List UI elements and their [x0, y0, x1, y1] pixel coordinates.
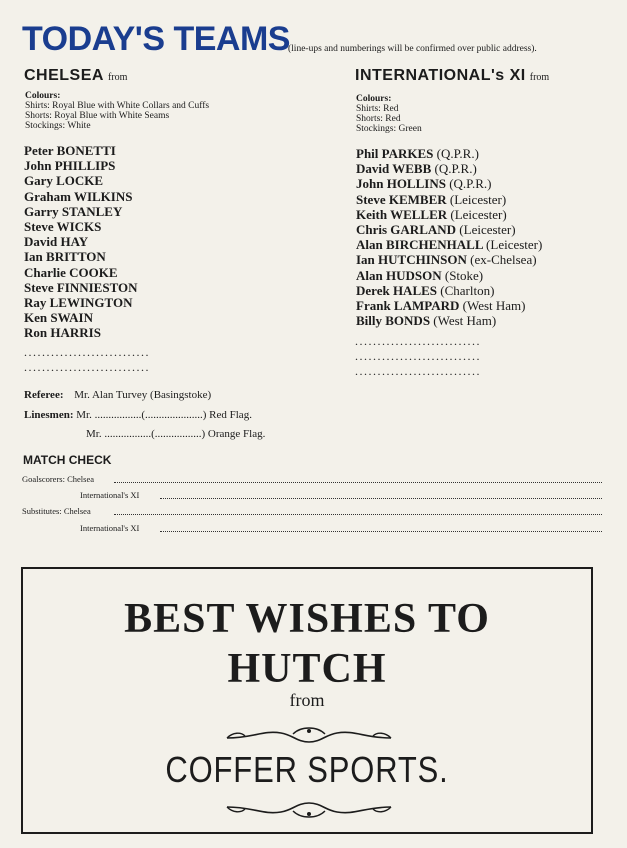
home-team-title: CHELSEA — [24, 67, 104, 84]
home-player: Gary LOCKE — [24, 173, 104, 189]
away-player-name: Billy BONDS — [356, 313, 431, 329]
linesman-2: Mr. .................(.................) Orange Flag. — [86, 428, 266, 440]
home-team-name — [24, 67, 127, 85]
goalscorers-chelsea-label: Chelsea — [67, 474, 95, 484]
lineup-note: (line-ups and numberings will be confirmed over public address). — [288, 44, 537, 54]
away-team-name — [355, 67, 549, 85]
away-player-name: Frank LAMPARD — [356, 298, 460, 314]
match-check-title: MATCH CHECK — [23, 453, 112, 467]
away-player-name: Keith WELLER — [356, 206, 448, 222]
away-player-club: (Leicester) — [486, 237, 543, 253]
home-from-label: from — [107, 72, 128, 83]
away-player — [356, 268, 542, 283]
home-colours — [25, 91, 209, 131]
page-title: TODAY'S TEAMS — [22, 20, 290, 58]
goalscorers-internationals-row — [80, 490, 602, 502]
away-blank-line: ............................ — [355, 364, 481, 378]
home-player: David HAY — [24, 234, 89, 250]
home-blank-line: ............................ — [24, 360, 150, 374]
linesman-row-1 — [24, 409, 252, 421]
home-player: Garry STANLEY — [24, 203, 123, 219]
away-player — [356, 161, 542, 176]
away-player-club: (West Ham) — [433, 313, 497, 329]
away-blank-line: ............................ — [355, 349, 481, 363]
away-player-club: (Leicester) — [449, 191, 507, 207]
away-player-club: (Leicester) — [459, 222, 516, 238]
substitutes-internationals-label: International's XI — [80, 523, 140, 533]
away-player-name: John HOLLINS — [356, 176, 446, 192]
away-player-list — [356, 146, 542, 328]
away-player — [356, 146, 542, 161]
away-colour-shorts: Shorts: Red — [356, 114, 401, 124]
advert-line-2: HUTCH — [227, 646, 387, 692]
bottom-flourish-ornament — [223, 797, 395, 821]
home-player: Ray LEWINGTON — [24, 295, 133, 311]
goalscorers-chelsea-row — [22, 474, 602, 486]
away-player-name: Phil PARKES — [356, 146, 434, 161]
home-player-list — [24, 143, 138, 341]
advert-box — [21, 567, 593, 834]
away-player-club: (Q.P.R.) — [449, 176, 492, 192]
home-player: Peter BONETTI — [24, 143, 116, 158]
away-colours — [356, 94, 422, 134]
away-player-name: Alan HUDSON — [356, 267, 442, 283]
away-player — [356, 283, 542, 298]
away-colour-stockings: Stockings: Green — [356, 124, 422, 134]
home-player: Ron HARRIS — [24, 325, 101, 341]
goalscorers-chelsea-field[interactable] — [114, 482, 602, 483]
home-colour-shirts: Shirts: Royal Blue with White Collars and Cuffs — [25, 101, 210, 111]
away-player — [356, 298, 542, 313]
home-player: Charlie COOKE — [24, 264, 118, 280]
away-player — [356, 222, 542, 237]
away-from-label: from — [529, 72, 550, 83]
away-player-name: David WEBB — [356, 161, 432, 177]
substitutes-chelsea-field[interactable] — [114, 514, 602, 515]
substitutes-internationals-field[interactable] — [160, 531, 602, 532]
away-player — [356, 176, 542, 191]
away-player-club: (ex-Chelsea) — [470, 252, 537, 268]
away-colours-heading: Colours: — [356, 94, 392, 104]
substitutes-internationals-row — [80, 523, 602, 535]
away-colour-shirts: Shirts: Red — [356, 104, 399, 114]
home-player: Steve WICKS — [24, 219, 102, 235]
away-player — [356, 207, 542, 222]
home-player: Steve FINNIESTON — [24, 279, 138, 295]
away-player-club: (Leicester) — [450, 206, 507, 222]
away-player-name: Alan BIRCHENHALL — [356, 237, 483, 253]
away-player — [356, 252, 542, 267]
linesman-row-2 — [86, 428, 265, 440]
away-player-name: Ian HUTCHINSON — [356, 252, 467, 268]
goalscorers-internationals-label: International's XI — [80, 490, 140, 500]
home-player: John PHILLIPS — [24, 158, 116, 174]
away-player-club: (Stoke) — [444, 267, 484, 283]
home-player: Ken SWAIN — [24, 310, 93, 326]
away-player — [356, 237, 542, 252]
away-blank-line: ............................ — [355, 334, 481, 348]
home-blank-line: ............................ — [24, 345, 150, 359]
linesman-1: Mr. .................(.....................) Red Flag. — [76, 409, 252, 421]
away-team-title: INTERNATIONAL's XI — [355, 67, 526, 84]
home-colours-heading: Colours: — [25, 91, 61, 101]
referee-name: Mr. Alan Turvey (Basingstoke) — [74, 389, 212, 401]
home-colour-shorts: Shorts: Royal Blue with White Seams — [25, 111, 170, 121]
goalscorers-label: Goalscorers: — [22, 474, 65, 484]
home-player: Ian BRITTON — [24, 249, 106, 265]
advert-from: from — [289, 690, 325, 710]
goalscorers-internationals-field[interactable] — [160, 498, 602, 499]
away-player-name: Derek HALES — [356, 282, 438, 298]
linesmen-label: Linesmen: — [24, 409, 74, 421]
substitutes-chelsea-label: Chelsea — [63, 506, 91, 516]
away-player-club: (Q.P.R.) — [434, 161, 477, 177]
referee-label: Referee: — [24, 389, 64, 401]
away-player-club: (Q.P.R.) — [436, 146, 479, 161]
substitutes-label: Substitutes: — [22, 506, 62, 516]
away-player-name: Chris GARLAND — [356, 222, 457, 238]
away-player-name: Steve KEMBER — [356, 191, 447, 207]
substitutes-chelsea-row — [22, 506, 602, 518]
away-player — [356, 192, 542, 207]
top-flourish-ornament — [223, 724, 395, 748]
referee-row — [24, 389, 211, 401]
advert-line-1: BEST WISHES TO — [124, 596, 490, 642]
home-player: Graham WILKINS — [24, 188, 133, 204]
advert-brand: COFFER SPORTS. — [165, 749, 449, 790]
away-player-club: (West Ham) — [462, 298, 526, 314]
away-player — [356, 313, 542, 328]
away-player-club: (Charlton) — [440, 282, 495, 298]
home-blank-lines — [24, 345, 150, 375]
home-colour-stockings: Stockings: White — [25, 121, 91, 131]
away-blank-lines — [355, 334, 481, 379]
